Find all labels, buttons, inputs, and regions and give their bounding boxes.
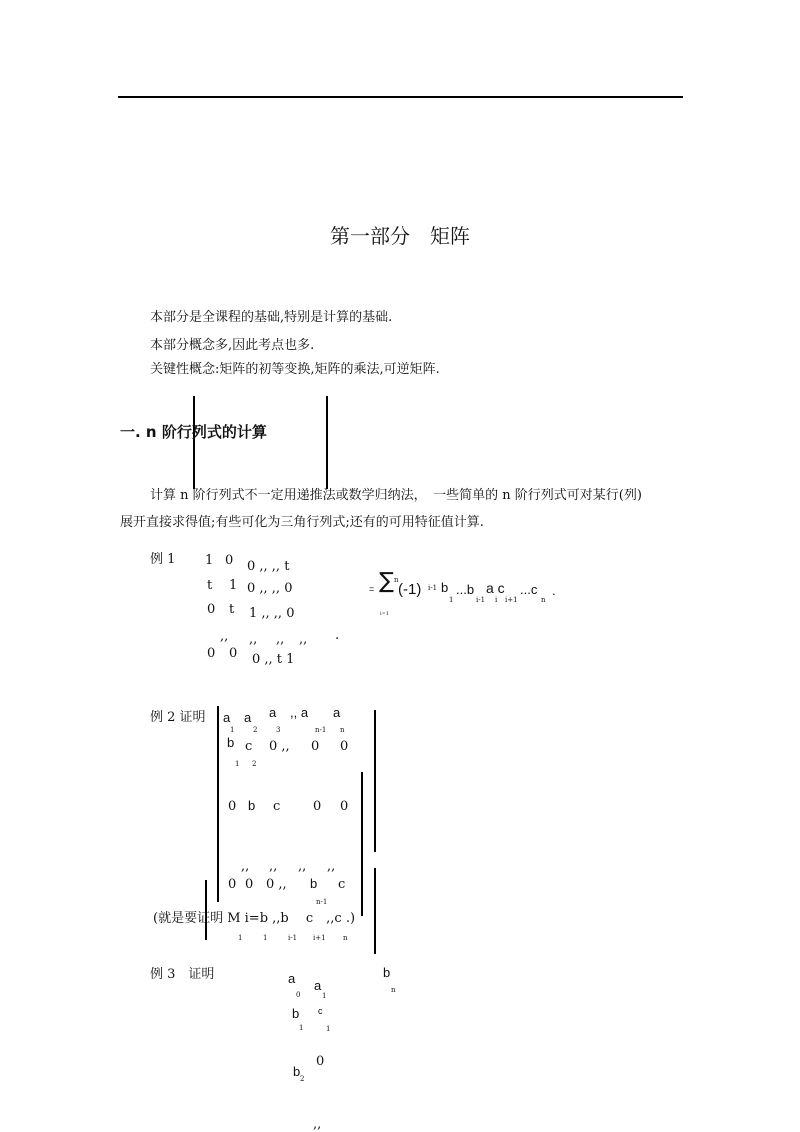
- matrix-cell: 0: [311, 739, 320, 754]
- example-3-label: 例 3 证明: [150, 967, 215, 982]
- matrix-cell: b: [227, 735, 235, 750]
- formula-term: a c: [486, 580, 505, 596]
- matrix-cell: .: [335, 628, 340, 643]
- sum-upper-limit: n: [394, 576, 399, 584]
- stray-vertical-line: [193, 396, 195, 489]
- matrix-cell: 0: [229, 646, 238, 661]
- matrix-cell: a: [223, 710, 231, 725]
- header-rule: [118, 96, 683, 98]
- matrix-cell: c: [318, 1006, 323, 1016]
- matrix-cell: 1 ,, ,, 0: [249, 606, 295, 621]
- formula-exponent: i-1: [428, 584, 438, 592]
- determinant-bar-right: [374, 710, 376, 852]
- matrix-subscript: n-1: [316, 898, 328, 906]
- matrix-cell: t: [207, 578, 213, 593]
- formula-term: (-1): [398, 581, 422, 598]
- matrix-cell: 0 ,,: [269, 739, 290, 754]
- determinant-bar-right: [361, 772, 363, 916]
- matrix-cell: 0: [207, 646, 216, 661]
- matrix-subscript: 3: [276, 726, 281, 734]
- matrix-subscript: 2: [253, 726, 258, 734]
- formula-term: ...c: [520, 582, 538, 597]
- matrix-cell: b: [292, 1006, 300, 1021]
- matrix-cell: c: [338, 877, 346, 892]
- matrix-cell: 0: [228, 877, 237, 892]
- matrix-subscript: 0: [296, 991, 301, 999]
- matrix-cell: ,,: [241, 859, 250, 874]
- matrix-cell: 0: [245, 877, 254, 892]
- matrix-cell: a: [269, 705, 277, 720]
- matrix-cell: 0: [207, 602, 216, 617]
- matrix-cell: 0: [313, 799, 322, 814]
- matrix-cell: a: [333, 705, 341, 720]
- intro-line-1: 本部分是全课程的基础,特别是计算的基础.: [150, 310, 393, 325]
- stray-vertical-line: [374, 868, 376, 954]
- matrix-cell: ,,: [313, 1117, 322, 1132]
- stray-vertical-line: [205, 880, 207, 940]
- matrix-cell: ,,: [299, 632, 308, 647]
- formula-subscript: i: [495, 596, 498, 604]
- equals-sign: =: [369, 584, 375, 594]
- matrix-cell: 0: [225, 553, 234, 568]
- matrix-cell: 1: [205, 553, 214, 568]
- formula-term: ...b: [456, 582, 475, 597]
- formula-term: b: [441, 580, 449, 595]
- matrix-cell: b: [383, 965, 391, 980]
- matrix-subscript: 1: [322, 992, 327, 1000]
- formula-subscript: 1: [449, 596, 454, 604]
- stray-vertical-line: [326, 396, 328, 489]
- section-heading: 一. n 阶行列式的计算: [120, 423, 267, 441]
- section-paragraph-line-1: 计算 n 阶行列式不一定用递推法或数学归纳法， 一些简单的 n 阶行列式可对某行(列): [150, 488, 642, 503]
- matrix-cell: 1: [229, 578, 238, 593]
- section-paragraph-line-2: 展开直接求得值;有些可化为三角行列式;还有的可用特征值计算.: [120, 515, 484, 530]
- formula-period: .: [552, 583, 556, 598]
- matrix-cell: 0: [340, 739, 349, 754]
- note-subscript: 1: [263, 934, 268, 942]
- page-title: 第一部分 矩阵: [330, 224, 470, 248]
- formula-subscript: n: [541, 596, 546, 604]
- intro-line-2: 本部分概念多,因此考点也多.: [150, 338, 315, 353]
- matrix-subscript: 1: [326, 1025, 331, 1033]
- example-2-note: (就是要证明 M i=b ,,b c ,,c .): [153, 911, 356, 926]
- matrix-subscript: 1: [299, 1024, 304, 1032]
- example-2-label: 例 2 证明: [150, 710, 206, 725]
- matrix-cell: ,,: [298, 859, 307, 874]
- matrix-cell: 0 ,, ,, t: [247, 559, 290, 574]
- note-subscript: 1: [238, 934, 243, 942]
- matrix-cell: c: [273, 799, 281, 814]
- matrix-cell: ,,: [269, 859, 278, 874]
- matrix-cell: ,,: [220, 629, 229, 644]
- matrix-cell: ,,: [249, 632, 258, 647]
- matrix-cell: b: [248, 798, 256, 813]
- matrix-cell: t: [229, 602, 235, 617]
- matrix-cell: 0: [340, 799, 349, 814]
- matrix-subscript: 2: [252, 760, 257, 768]
- matrix-subscript: 1: [230, 726, 235, 734]
- sigma-symbol: ∑: [379, 569, 394, 594]
- matrix-subscript: n: [340, 726, 345, 734]
- matrix-cell: ,,: [327, 859, 336, 874]
- matrix-cell: b: [293, 1064, 301, 1079]
- example-1-label: 例 1: [150, 552, 176, 567]
- matrix-cell: 0 ,,: [266, 877, 287, 892]
- matrix-subscript: 2: [300, 1075, 305, 1083]
- matrix-cell: 0 ,, t 1: [252, 652, 295, 667]
- matrix-cell: a: [244, 710, 252, 725]
- note-subscript: i-1: [288, 934, 298, 942]
- matrix-subscript: 1: [235, 760, 240, 768]
- note-subscript: n: [343, 934, 348, 942]
- intro-line-3: 关键性概念:矩阵的初等变换,矩阵的乘法,可逆矩阵.: [150, 362, 440, 377]
- determinant-bar-left: [217, 706, 219, 902]
- matrix-cell: a: [288, 971, 296, 986]
- note-subscript: i+1: [313, 934, 326, 942]
- formula-subscript: i+1: [505, 596, 518, 604]
- matrix-cell: 0: [228, 799, 237, 814]
- matrix-cell: ,, a: [290, 705, 309, 720]
- matrix-subscript: n: [391, 986, 396, 994]
- matrix-cell: 0 ,, ,, 0: [247, 581, 293, 596]
- matrix-cell: 0: [316, 1054, 325, 1069]
- matrix-cell: c: [245, 739, 253, 754]
- sum-lower-limit: i=1: [380, 611, 389, 617]
- matrix-cell: ,,: [276, 632, 285, 647]
- matrix-cell: a: [314, 978, 322, 993]
- matrix-cell: b: [310, 876, 318, 891]
- formula-subscript: i-1: [476, 596, 486, 604]
- matrix-subscript: n-1: [315, 726, 327, 734]
